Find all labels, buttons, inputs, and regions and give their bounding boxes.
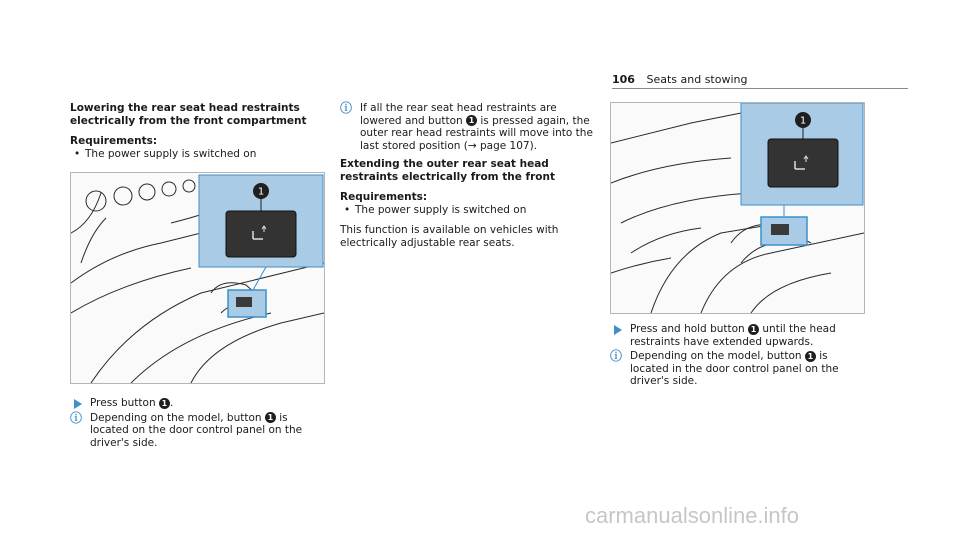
- info-note: [70, 412, 324, 450]
- button-ref-badge: 1: [805, 351, 816, 362]
- button-ref-badge: 1: [159, 398, 170, 409]
- step-text-end: until the head restraints have extended upwards.: [630, 323, 836, 348]
- body-text: This function is available on vehicles with electrically adjustable rear seats.: [340, 224, 559, 249]
- callout-label: 1: [799, 115, 807, 127]
- section-title: Seats and stowing: [646, 73, 748, 86]
- page-header: [612, 73, 908, 86]
- instruction-step: [610, 323, 864, 348]
- page-number: 106: [612, 73, 635, 86]
- note-text: If all the rear seat head restraints are lowered and button: [360, 102, 557, 127]
- step-suffix: .: [169, 397, 174, 409]
- info-note: [340, 102, 594, 152]
- seat-button-icon: [768, 139, 838, 187]
- note-text: Depending on the model, button: [630, 350, 802, 362]
- play-triangle-icon: [614, 325, 622, 335]
- watermark: carmanualsonline.info: [585, 503, 800, 528]
- column-3-steps: [610, 323, 864, 388]
- play-triangle-icon: [74, 399, 82, 409]
- button-ref-badge: 1: [748, 324, 759, 335]
- step-text: Press and hold button: [630, 323, 745, 335]
- illustration-front-console: [70, 172, 325, 384]
- requirements-label: Requirements:: [70, 135, 158, 147]
- seat-button-icon: [236, 297, 252, 307]
- info-icon: ⓘ: [340, 101, 353, 115]
- section-heading: Extending the outer rear seat head restraints electrically from the front: [340, 158, 555, 183]
- note-text-end: is located on the door control panel on the driver's side.: [90, 411, 303, 449]
- info-icon: ⓘ: [70, 410, 83, 425]
- requirement-item: • The power supply is switched on: [340, 204, 594, 217]
- callout-label: 1: [257, 186, 265, 198]
- section-heading: Lowering the rear seat head restraints electrically from the front compartment: [70, 102, 307, 127]
- instruction-step: [70, 397, 324, 410]
- requirements-label: Requirements:: [340, 191, 428, 203]
- header-divider: [612, 88, 908, 89]
- info-icon: ⓘ: [610, 349, 623, 363]
- column-2: [340, 102, 594, 249]
- column-1-steps: [70, 397, 324, 449]
- seat-button-icon: [771, 224, 789, 235]
- column-1: [70, 102, 324, 160]
- step-text: Press button: [90, 397, 156, 409]
- button-ref-badge: 1: [466, 115, 477, 126]
- seat-button-icon: [226, 211, 296, 257]
- button-ref-badge: 1: [265, 412, 276, 423]
- info-note: [610, 350, 864, 388]
- note-text-end: is located in the door control panel on the driver's side.: [630, 350, 839, 387]
- note-text: Depending on the model, button: [90, 411, 262, 424]
- requirement-item: • The power supply is switched on: [70, 148, 324, 161]
- note-text-end: is pressed again, the outer rear head restraints will move into the last stored position (→ page 107).: [360, 114, 593, 152]
- illustration-rear-console: [610, 102, 865, 314]
